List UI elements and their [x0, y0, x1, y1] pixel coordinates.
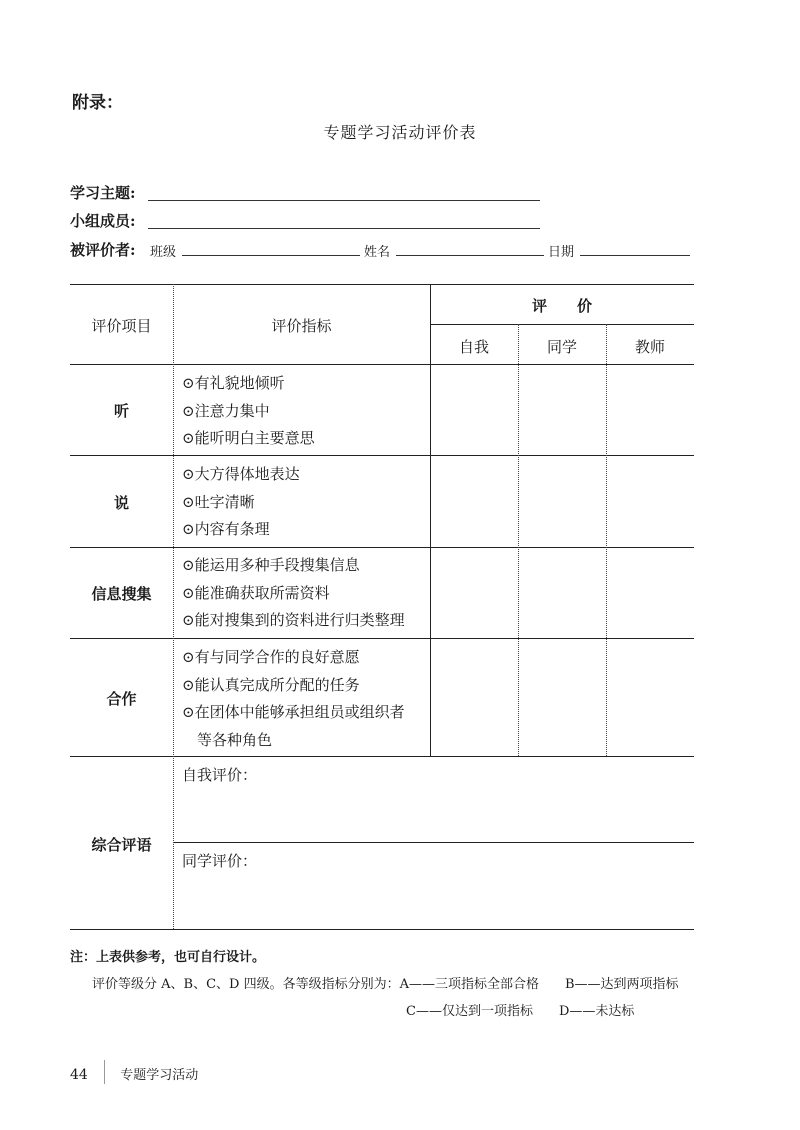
page-footer: [70, 1064, 198, 1083]
col-header-teacher: 教师: [634, 338, 665, 356]
class-field[interactable]: [182, 239, 360, 256]
page-title: 专题学习活动评价表: [323, 123, 477, 142]
indicator-item: ⊙大方得体地表达: [182, 465, 300, 483]
name-label: 姓名: [364, 245, 391, 260]
col-header-self: 自我: [458, 338, 489, 356]
indicator-item: ⊙吐字清晰: [182, 492, 255, 511]
members-field[interactable]: [148, 212, 540, 229]
date-label: 日期: [548, 245, 575, 260]
row-rule: [70, 756, 694, 757]
category-speak: 说: [113, 494, 129, 512]
name-field[interactable]: [396, 239, 544, 256]
self-eval-label: 自我评价：: [182, 766, 258, 784]
indicator-item: ⊙能对搜集到的资料进行归类整理: [182, 611, 405, 629]
indicator-item: ⊙在团体中能够承担组员或组织者: [182, 703, 405, 721]
summary-divider: [173, 842, 694, 843]
page-number: 44: [70, 1067, 88, 1083]
eval-cell[interactable]: [431, 365, 517, 455]
topic-field[interactable]: [148, 184, 540, 201]
topic-label: 学习主题:: [70, 184, 136, 202]
note-line: C——仅达到一项指标 D——未达标: [406, 1004, 635, 1019]
eval-cell[interactable]: [519, 365, 605, 455]
indicator-item: ⊙有与同学合作的良好意愿: [182, 648, 360, 666]
peer-eval-field[interactable]: [174, 870, 694, 926]
col-header-item: 评价项目: [91, 317, 152, 335]
category-summary: 综合评语: [91, 836, 152, 854]
indicator-list: [182, 552, 405, 635]
eval-cell[interactable]: [607, 365, 693, 455]
indicator-item: ⊙能认真完成所分配的任务: [182, 675, 360, 694]
indicator-item: ⊙有礼貌地倾听: [182, 374, 285, 392]
indicator-item: ⊙内容有条理: [182, 520, 270, 538]
indicator-list: [182, 461, 300, 544]
indicator-list: [182, 644, 405, 754]
members-label: 小组成员:: [70, 212, 136, 230]
indicator-item: ⊙注意力集中: [182, 401, 270, 420]
table-bottom-rule: [70, 929, 694, 930]
indicator-item: ⊙能准确获取所需资料: [182, 583, 330, 602]
peer-eval-label: 同学评价：: [182, 852, 258, 870]
col-header-eval: 评 价: [531, 297, 592, 315]
footer-divider: [104, 1060, 105, 1084]
row-rule: [70, 455, 694, 456]
evaluee-label: 被评价者:: [70, 241, 136, 259]
class-label: 班级: [150, 245, 177, 260]
category-cooperation: 合作: [106, 690, 137, 708]
notes: [70, 946, 710, 1019]
category-listen: 听: [113, 402, 129, 420]
note-line: 注：上表供参考，也可自行设计。: [70, 950, 266, 965]
indicator-list: [182, 370, 315, 453]
indicator-item: ⊙能听明白主要意思: [182, 429, 315, 447]
indicator-item: 等各种角色: [182, 730, 273, 749]
table-top-rule: [70, 284, 694, 285]
indicator-item: ⊙能运用多种手段搜集信息: [182, 556, 360, 574]
evaluation-table: [70, 284, 694, 930]
col-header-peer: 同学: [546, 338, 577, 356]
col-header-indicator: 评价指标: [271, 317, 332, 335]
self-eval-field[interactable]: [174, 784, 694, 840]
eval-header-rule: [430, 324, 694, 325]
note-line: 评价等级分 A、B、C、D 四级。各等级指标分别为：A——三项指标全部合格 B——达到两项指标: [92, 977, 679, 992]
row-rule: [70, 638, 694, 639]
date-field[interactable]: [580, 239, 690, 256]
row-rule: [70, 547, 694, 548]
category-info-gathering: 信息搜集: [91, 585, 152, 603]
appendix-label: 附录：: [72, 93, 123, 113]
footer-section: 专题学习活动: [120, 1068, 199, 1083]
